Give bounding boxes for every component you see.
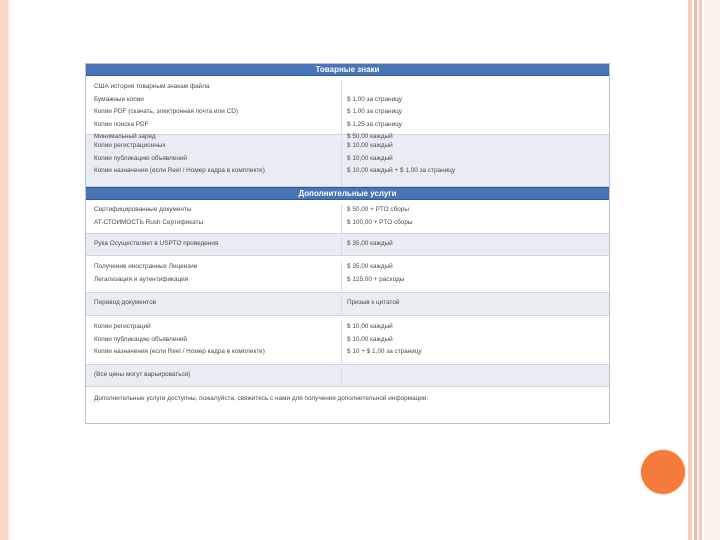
table-section <box>86 76 609 140</box>
table-section <box>86 200 609 234</box>
row-label: Бумажные копии <box>94 95 144 103</box>
row-price: Призыв к цитатой <box>347 299 400 306</box>
table-section <box>86 365 609 387</box>
slide-frame-left <box>0 0 8 540</box>
section-header-additional: Дополнительные услуги <box>86 187 609 200</box>
row-price: $ 50,00 каждый <box>347 133 393 140</box>
row-label: AT-СТОИМОСТЬ Rush Сертификаты <box>94 218 204 226</box>
row-price: $ 10,00 каждый <box>347 154 393 162</box>
table-section <box>86 135 609 187</box>
row-price: $ 35,00 каждый <box>347 263 393 270</box>
table-section <box>86 316 609 365</box>
table-section <box>86 256 609 293</box>
row-label: Сертифицированные документы <box>94 206 192 213</box>
orange-circle-decoration <box>641 450 685 494</box>
row-price: $ 10,00 каждый <box>347 335 393 343</box>
row-price: $ 10,00 каждый <box>347 142 393 149</box>
row-price: $ 100,00 + PTO сборы <box>347 218 413 226</box>
row-label: Копии поиска PDF <box>94 120 149 128</box>
row-label: Копии PDF (скачать, электронная почта или CD) <box>94 108 238 115</box>
row-label: США история товарным знакам файла <box>94 83 210 90</box>
row-price: $ 35,00 каждый <box>347 240 393 247</box>
row-label: Рука Осуществляет в USPTO проведения <box>94 240 219 247</box>
row-label: Перевод документов <box>94 299 157 306</box>
row-label: Копии регистраций <box>94 323 151 330</box>
row-label: Копии публикацию объявлений <box>94 154 187 162</box>
section-header-trademarks: Товарные знаки <box>86 64 609 76</box>
row-price <box>347 81 609 94</box>
price-disclaimer: (Все цены могут варьироваться) <box>94 371 191 378</box>
row-label: Копии назначения (если Reel / Номер кадра в комплекте) <box>94 167 265 174</box>
table-section <box>86 293 609 316</box>
price-table <box>85 63 610 424</box>
row-price: $ 125,00 + расходы <box>347 275 405 283</box>
row-price: $ 1,00 за страницу <box>347 108 402 115</box>
row-price: $ 10,00 каждый + $ 1,00 за страницу <box>347 167 456 174</box>
footer-note: Дополнительные услуги доступны, пожалуйста, свяжитесь с нами для получения дополнительной информации. <box>94 395 429 402</box>
row-label: Копии регистрационных <box>94 142 166 149</box>
table-footer <box>86 387 609 411</box>
table-section <box>86 234 609 256</box>
row-price: $ 10,00 каждый <box>347 323 393 330</box>
row-label: Копии публикацию объявлений <box>94 335 187 343</box>
row-price: $ 50,00 + PTO сборы <box>347 206 409 213</box>
row-label: Легализация и аутентификация <box>94 275 189 283</box>
row-price: $ 1,25 за страницу <box>347 120 402 128</box>
slide-frame-right <box>688 0 720 540</box>
row-label: Получение иностранных Лицензии <box>94 263 198 270</box>
row-price: $ 1,00 за страницу <box>347 95 402 103</box>
row-price: $ 10 + $ 1,00 за страницу <box>347 348 422 355</box>
row-label: Копии назначения (если Reel / Номер кадра в комплекте) <box>94 348 265 355</box>
row-label: Минимальный заряд <box>94 133 156 140</box>
row-price <box>347 369 609 382</box>
